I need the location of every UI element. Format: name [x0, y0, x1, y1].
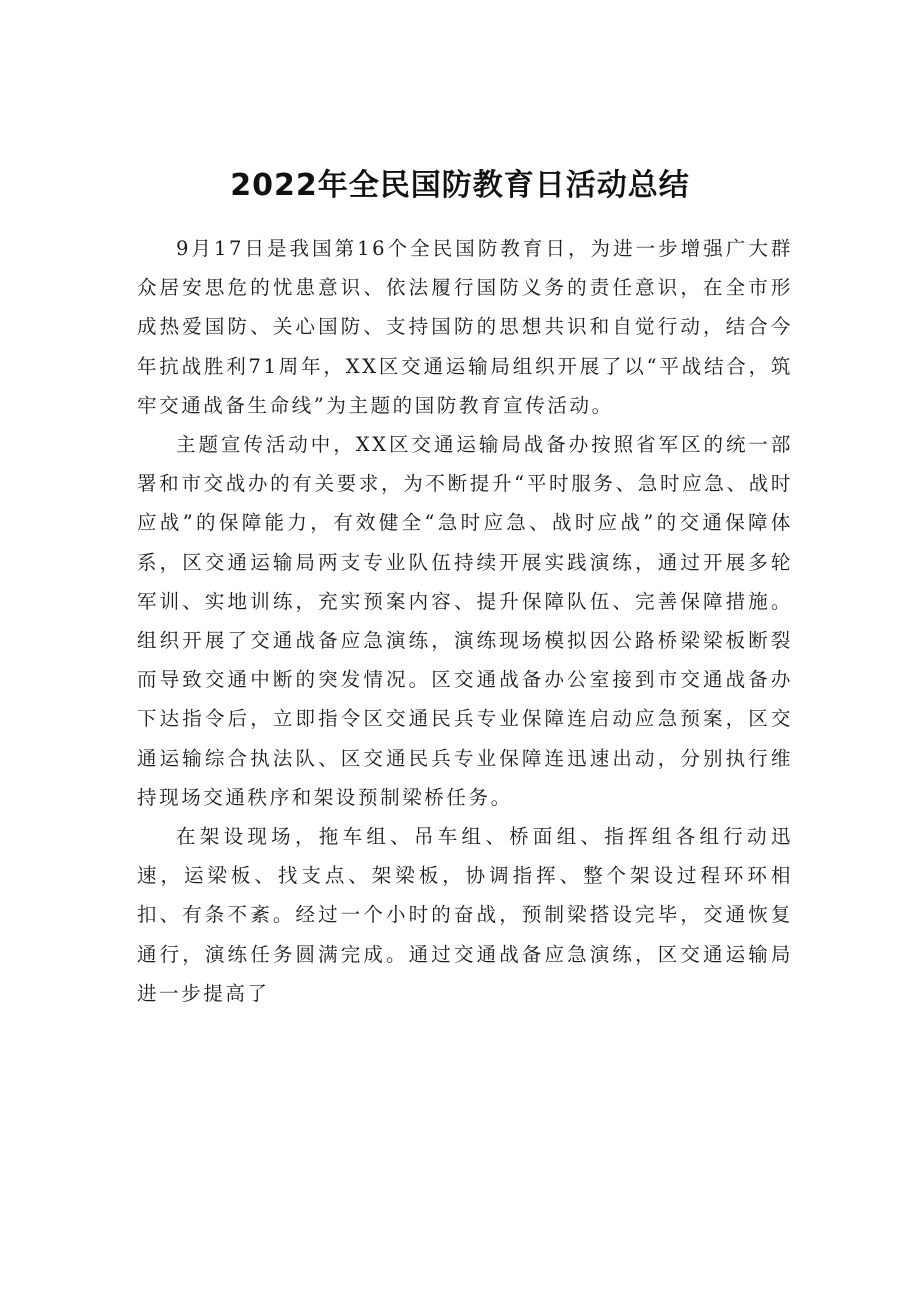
document-body — [137, 229, 793, 1013]
paragraph-2: 主题宣传活动中，XX区交通运输局战备办按照省军区的统一部署和市交战办的有关要求，为不断提升“平时服务、急时应急、战时应战”的保障能力，有效健全“急时应急、战时应战”的交通保障体系，区交通运输局两支专业队伍持续开展实践演练，通过开展多轮军训、实地训练，充实预案内容、提升保障队伍、完善保障措施。组织开展了交通战备应急演练，演练现场模拟因公路桥梁梁板断裂而导致交通中断的突发情况。区交通战备办公室接到市交通战备办下达指令后，立即指令区交通民兵专业保障连启动应急预案，区交通运输综合执法队、区交通民兵专业保障连迅速出动，分别执行维持现场交通秩序和架设预制梁桥任务。 — [137, 433, 793, 809]
document-title: 2022年全民国防教育日活动总结 — [230, 168, 690, 203]
paragraph-1: 9月17日是我国第16个全民国防教育日，为进一步增强广大群众居安思危的忧患意识、依法履行国防义务的责任意识，在全市形成热爱国防、关心国防、支持国防的思想共识和自觉行动，结合今年抗战胜利71周年，XX区交通运输局组织开展了以“平战结合，筑牢交通战备生命线”为主题的国防教育宣传活动。 — [137, 237, 793, 417]
paragraph-3: 在架设现场，拖车组、吊车组、桥面组、指挥组各组行动迅速，运梁板、找支点、架梁板，协调指挥、整个架设过程环环相扣、有条不紊。经过一个小时的奋战，预制梁搭设完毕，交通恢复通行，演练任务圆满完成。通过交通战备应急演练，区交通运输局进一步提高了 — [137, 825, 793, 1005]
